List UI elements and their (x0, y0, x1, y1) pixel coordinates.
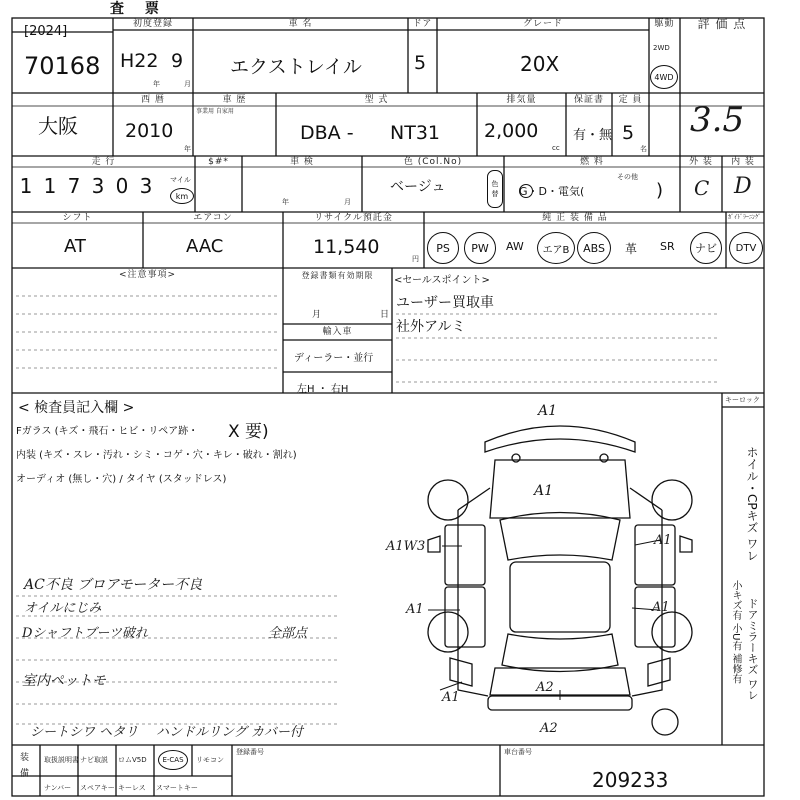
first-reg-label: 初度登録 (132, 19, 173, 29)
footer-side-label-1: 装 (20, 753, 30, 763)
interior-line: 内装 (キズ・スレ・汚れ・シミ・コゲ・穴・キレ・破れ・割れ) (16, 450, 297, 461)
registration-label: 登録番号 (236, 748, 264, 756)
selling-point: 社外アルミ (396, 319, 466, 335)
footer-item: 取扱説明書 (44, 756, 79, 764)
mileage-digits (14, 174, 164, 208)
first-reg-year: H22 (120, 50, 159, 72)
handwritten-side-note: 全部点 (268, 626, 308, 641)
footer-ecas-circled: E-CAS (158, 750, 188, 770)
mark-hood: A1 (534, 483, 554, 499)
right-note-3: 小キズ有 小U有 補修有 (730, 580, 741, 684)
model-code: NT31 (390, 122, 440, 144)
equipment-label: 純 正 装 備 品 (542, 213, 608, 223)
interior-label: 内 装 (731, 157, 755, 167)
inspection-label: 車 検 (290, 157, 314, 167)
mileage-mile-unit: マイル (170, 176, 191, 184)
shift-value: AT (64, 236, 86, 257)
handwritten-note: AC不良 ブロアモーター不良 (24, 577, 203, 593)
cc-unit: cc (552, 144, 560, 152)
glass-mark: X 要) (228, 422, 269, 442)
western-year-label: 西 暦 (141, 95, 165, 105)
mileage-digit: 0 (115, 174, 129, 198)
equip-sr: SR (660, 240, 675, 253)
recycle-label: リサイクル預託金 (314, 213, 393, 223)
mark-front: A1 (538, 403, 558, 419)
dealer-label: ディーラー・並行 (294, 353, 374, 364)
exterior-grade: C (694, 176, 710, 200)
handwritten-note: オイルにじみ (24, 601, 102, 616)
footer-item: ナビ取説 (80, 756, 108, 764)
fuel-label: 燃 料 (580, 157, 604, 167)
grade-value: 20X (520, 52, 560, 76)
mileage-digit: 1 (43, 174, 57, 198)
caution-label: <注意事項> (118, 270, 177, 280)
mileage-digit: 3 (139, 174, 153, 198)
equip-airbag: エアB (537, 232, 575, 264)
color-label: 色 (Col.No) (403, 157, 463, 167)
mark-right-rear: A1 (652, 600, 670, 615)
equip-aw: AW (506, 240, 524, 253)
drive-4wd-circled: 4WD (650, 65, 678, 89)
footer-item: ナンバー (44, 784, 72, 792)
mileage-digit: 3 (91, 174, 105, 198)
inspection-year-unit: 年 (282, 198, 289, 206)
year-unit: 年 (153, 80, 160, 88)
capacity-label: 定 員 (618, 95, 643, 105)
month-unit: 月 (184, 80, 191, 88)
mileage-digit: 7 (67, 174, 81, 198)
drive-2wd: 2WD (653, 44, 670, 52)
audio-line: オーディオ (無し・穴) / タイヤ (スタッドレス) (16, 474, 227, 485)
drive-label: 駆動 (654, 19, 675, 29)
first-reg-month: 9 (171, 50, 184, 72)
selling-points-label: <セールスポイント> (394, 275, 490, 286)
footer-side-label-2: 備 (20, 769, 30, 779)
handwritten-note: 室内ペットモ (22, 673, 106, 689)
equip-navi: ナビ (690, 232, 722, 264)
vin-label: 車台番号 (504, 748, 532, 756)
equip-abs: ABS (577, 232, 611, 264)
inspection-month-unit: 月 (344, 198, 351, 206)
key-label: キーロック (725, 396, 760, 404)
footer-item: スマートキー (156, 784, 198, 792)
history-label: 車 歴 (222, 95, 247, 105)
doors-value: 5 (414, 52, 427, 74)
equip-leather: 革 (625, 242, 638, 256)
western-year-value: 2010 (125, 120, 174, 142)
model-name-value: エクストレイル (230, 56, 362, 78)
selling-point: ユーザー買取車 (396, 295, 494, 311)
location: 大阪 (38, 114, 78, 138)
mark-left-front: A1W3 (386, 539, 426, 554)
displacement-value: 2,000 (484, 120, 539, 142)
capacity-value: 5 (622, 122, 635, 144)
warranty-label: 保証書 (573, 95, 604, 105)
shift-label: シフト (62, 213, 93, 223)
mark-rear: A2 (540, 721, 558, 736)
mileage-digit: 1 (19, 174, 33, 198)
doors-label: ドア (412, 19, 433, 29)
aircon-label: エアコン (193, 213, 233, 223)
mark-bottom-left: A1 (442, 690, 460, 705)
year-label: [2024] (24, 24, 68, 39)
glass-line: Fガラス (キズ・飛石・ヒビ・リペア跡・ (16, 426, 199, 437)
capacity-unit: 名 (640, 145, 647, 153)
handwritten-note: シートシワ ヘタリ (30, 725, 139, 740)
color-value: ベージュ (390, 179, 446, 195)
reg-day-label: 日 (380, 310, 390, 320)
fuel-other: その他 (617, 173, 638, 181)
fuel-options: G・D・電気( (519, 185, 585, 198)
yen-unit: 円 (412, 255, 419, 263)
mark-left-rear: A1 (406, 602, 424, 617)
equip-ps: PS (427, 232, 459, 264)
warranty-value: 有・無 (573, 128, 613, 143)
score-value: 3.5 (690, 100, 745, 140)
equip-pw: PW (464, 232, 496, 264)
mileage-km-circled: km (170, 188, 194, 204)
model-name-label: 車 名 (288, 19, 313, 29)
vehicle-diagram (400, 400, 720, 740)
reg-month-label: 月 (312, 310, 322, 320)
recycle-value: 11,540 (313, 236, 380, 258)
score-label: 評 価 点 (697, 17, 747, 31)
displacement-label: 排気量 (506, 95, 537, 105)
grade-label: グレード (522, 19, 563, 29)
footer-item: リモコン (196, 756, 224, 764)
meter-label: $#* (208, 157, 229, 167)
mileage-label: 走 行 (91, 157, 116, 167)
mark-right-front: A1 (654, 533, 672, 548)
inspector-title: < 検査員記入欄 > (18, 400, 135, 416)
footer-item: ロムV5D (118, 756, 147, 764)
footer-item: キーレス (118, 784, 146, 792)
handle-label: 左H ・ 右H (297, 384, 349, 395)
guarantee-label: ｶﾞｲﾄﾞﾗｰﾆﾝｸﾞ (728, 214, 762, 221)
exterior-label: 外 装 (689, 157, 713, 167)
model-label: 型 式 (364, 95, 389, 105)
handwritten-note: Dシャフトブーツ破れ (22, 626, 148, 641)
color-change-circled: 色 替 (487, 170, 503, 208)
lot-number: 70168 (24, 52, 101, 80)
mark-rear-bumper: A2 (536, 680, 554, 695)
footer-item: スペアキー (80, 784, 115, 792)
fuel-close: ) (656, 180, 664, 201)
equip-dtv: DTV (729, 232, 763, 264)
reg-expiry-label: 登録書類有効期限 (301, 271, 374, 280)
right-note-2: ドアミラーキズ ワレ (746, 598, 759, 701)
model-prefix: DBA - (300, 122, 354, 144)
handwritten-note: ハンドルリング カバー付 (156, 725, 303, 740)
aircon-value: AAC (186, 236, 224, 257)
interior-grade: D (734, 174, 752, 199)
right-note-1: ホイル・CPキズ ワレ (745, 446, 759, 562)
vin-value: 209233 (592, 768, 669, 792)
sheet-title: 査 票 (110, 1, 167, 17)
western-year-unit: 年 (184, 145, 191, 153)
history-sub: 事業用 自家用 (196, 108, 234, 115)
import-label: 輸入車 (322, 327, 353, 337)
